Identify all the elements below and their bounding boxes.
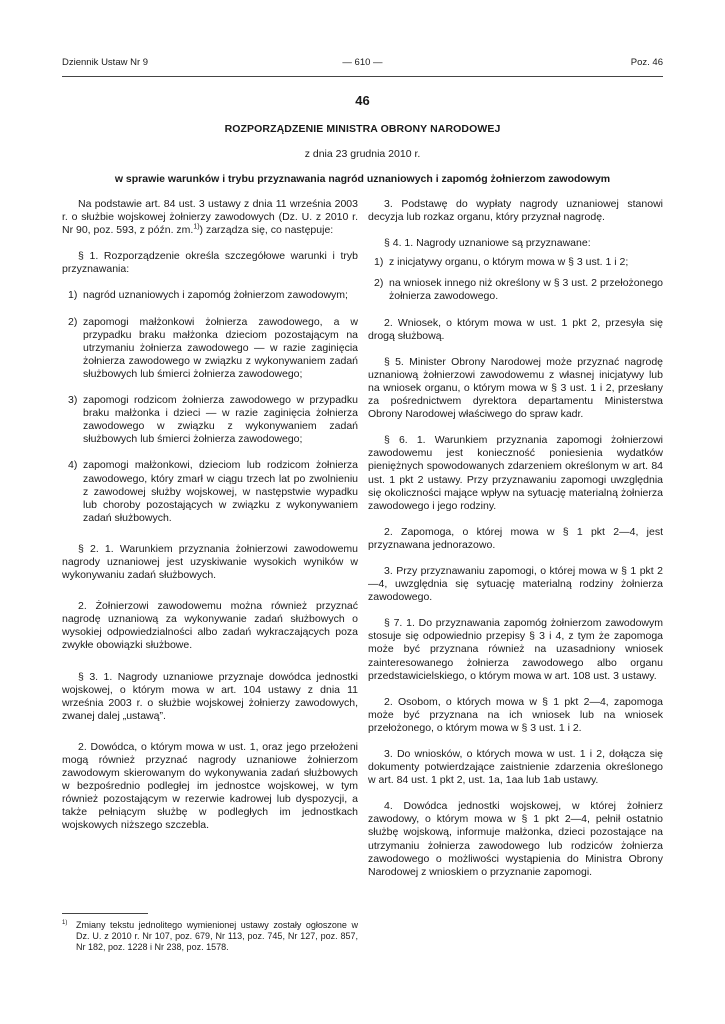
act-title: ROZPORZĄDZENIE MINISTRA OBRONY NARODOWEJ	[224, 123, 501, 135]
paragraph-3-1: § 3. 1. Nagrody uznaniowe przyznaje dowódca jednostki wojskowej, o którym mowa w art. 104 ustawy z dnia 11 września 2003 r. o służbie wojskowej żołnierzy zawodowych, zwanej dalej „ustawą”.	[62, 670, 358, 722]
footnote-rule	[62, 913, 148, 914]
act-subject: w sprawie warunków i trybu przyznawania nagród uznaniowych i zapomóg żołnierzom zawodowym	[114, 173, 611, 185]
paragraph-6-2: 2. Zapomoga, o której mowa w § 1 pkt 2—4, jest przyznawana jednorazowo.	[368, 525, 663, 551]
paragraph-6-1: § 6. 1. Warunkiem przyznania zapomogi żołnierzowi zawodowemu jest konieczność poniesienia wydatków pieniężnych spowodowanych zdarzeniem określonym w art. 84 ust. 1 pkt 2 ustawy. Przy przyznawaniu zapomogi uwzględnia się okoliczności mające wpływ na sytuację materialną żołnierza zawodowego i jego rodziny.	[368, 434, 663, 512]
list-item: 1) z inicjatywy organu, o którym mowa w § 3 ust. 1 i 2;	[374, 256, 629, 269]
paragraph-5: § 5. Minister Obrony Narodowej może przyznać nagrodę uznaniową żołnierzowi zawodowemu z własnej inicjatywy lub na wniosek organu, o którym mowa w § 3 ust. 1 i 2, przesłany za pośrednictwem dyrektora departamentu Ministerstwa Obrony Narodowej właściwego do spraw kadr.	[368, 355, 663, 421]
list-item: 1) nagród uznaniowych i zapomóg żołnierzom zawodowym;	[68, 289, 348, 302]
paragraph-1: § 1. Rozporządzenie określa szczegółowe warunki i tryb przyznawania:	[62, 250, 358, 276]
running-header	[62, 57, 663, 71]
paragraph-7-2: 2. Osobom, o których mowa w § 1 pkt 2—4, zapomoga może być przyznana na ich wniosek lub na wniosek przełożonego, o którym mowa w § 3 ust. 1 i 2.	[368, 695, 663, 734]
paragraph-2-1: § 2. 1. Warunkiem przyznania żołnierzowi zawodowemu nagrody uznaniowej jest uzyskiwanie wysokich wyników w wykonywaniu zadań służbowych.	[62, 542, 358, 582]
paragraph-2-2: 2. Żołnierzowi zawodowemu można również przyznać nagrodę uznaniową za wykonywanie zadań służbowych o wysokiej odpowiedzialności albo zadań wykraczających poza zwykłe obowiązki służbowe.	[62, 600, 358, 652]
paragraph-7-1: § 7. 1. Do przyznawania zapomóg żołnierzom zawodowym stosuje się odpowiednio przepisy § 3 i 4, z tym że zapomoga może być przyznana również na uzasadniony wniosek zainteresowanego żołnierza zawodowego albo organu przedstawicielskiego, o którym mowa w art. 108 ust. 3 ustawy.	[368, 617, 663, 682]
paragraph-7-3: 3. Do wniosków, o których mowa w ust. 1 i 2, dołącza się dokumenty potwierdzające zaistnienie zdarzenia określonego w art. 84 ust. 1 pkt 2, ust. 1a, 1aa lub 1ab ustawy.	[368, 748, 663, 787]
paragraph-6-3: 3. Przy przyznawaniu zapomogi, o której mowa w § 1 pkt 2—4, uwzględnia się sytuację materialną rodziny żołnierza zawodowego.	[368, 564, 663, 604]
list-item: 3) zapomogi rodzicom żołnierza zawodowego w przypadku braku małżonka i dzieci — w razie zaginięcia żołnierza zawodowego w związku z wykonywaniem zadań służbowych lub śmierci żołnierza zawodowego;	[68, 394, 358, 446]
position-number: Poz. 46	[630, 57, 663, 68]
act-number: 46	[355, 93, 370, 108]
paragraph-3-3: 3. Podstawę do wypłaty nagrody uznaniowej stanowi decyzja lub rozkaz organu, który przyznał nagrodę.	[368, 198, 663, 224]
preamble: Na podstawie art. 84 ust. 3 ustawy z dnia 11 września 2003 r. o służbie wojskowej żołnierzy zawodowych (Dz. U. z 2010 r. Nr 90, poz. 593, z późn. zm.$^{1)}$) zarządza się, co następuje:	[62, 198, 358, 237]
footnote	[62, 920, 358, 954]
paragraph-7-4: 4. Dowódca jednostki wojskowej, w której żołnierz zawodowy, o którym mowa w § 1 pkt 2—4, pełnił ostatnio służbę wojskową, informuje małżonka, dzieci pozostające na utrzymaniu żołnierza zawodowego lub rodziców żołnierza zawodowego o możliwości wystąpienia do Ministra Obrony Narodowej z wnioskiem o przyznanie zapomogi.	[368, 800, 663, 878]
paragraph-3-2: 2. Dowódca, o którym mowa w ust. 1, oraz jego przełożeni mogą również przyznać nagrody uznaniowe żołnierzom zawodowym skierowanym do wykonywania zadań służbowych w bezpośrednio podległej im jednostce wojskowej, w tym również pozostającym w rezerwie kadrowej lub dyspozycji, a także pełniącym służbę w podległych im jednostkach wojskowych niższego szczebla.	[62, 740, 358, 832]
header-rule	[62, 76, 663, 77]
list-item: 2) na wniosek innego niż określony w § 3 ust. 2 przełożonego żołnierza zawodowego.	[374, 277, 663, 303]
paragraph-4-2: 2. Wniosek, o którym mowa w ust. 1 pkt 2, przesyła się drogą służbową.	[368, 316, 663, 342]
footnote-ref: 1)	[193, 223, 200, 231]
paragraph-4-1: § 4. 1. Nagrody uznaniowe są przyznawane:	[384, 237, 591, 250]
journal-name: Dziennik Ustaw Nr 9	[62, 57, 149, 68]
page-number: — 610 —	[342, 57, 383, 68]
list-item: 4) zapomogi małżonkowi, dzieciom lub rodzicom żołnierza zawodowego, który zmarł w ciągu trzech lat po zwolnieniu z zawodowej służby wojskowej, w następstwie wypadku lub choroby pozostających w związku z wykonywaniem zadań służbowych.	[68, 459, 358, 524]
footnote-marker: 1)	[62, 920, 68, 926]
list-item: 2) zapomogi małżonkowi żołnierza zawodowego, a w przypadku braku małżonka dzieciom pozostającym na utrzymaniu żołnierza zawodowego — w razie zaginięcia żołnierza zawodowego w związku z wykonywaniem zadań służbowych lub śmierci żołnierza zawodowego;	[68, 315, 358, 380]
right-column	[368, 198, 663, 892]
left-column	[62, 198, 358, 846]
act-date: z dnia 23 grudnia 2010 r.	[304, 148, 421, 160]
footnote-text: Zmiany tekstu jednolitego wymienionej ustawy zostały ogłoszone w Dz. U. z 2010 r. Nr 107, poz. 679, Nr 113, poz. 745, Nr 127, poz. 857, Nr 182, poz. 1228 i Nr 238, poz. 1578.	[76, 920, 358, 953]
